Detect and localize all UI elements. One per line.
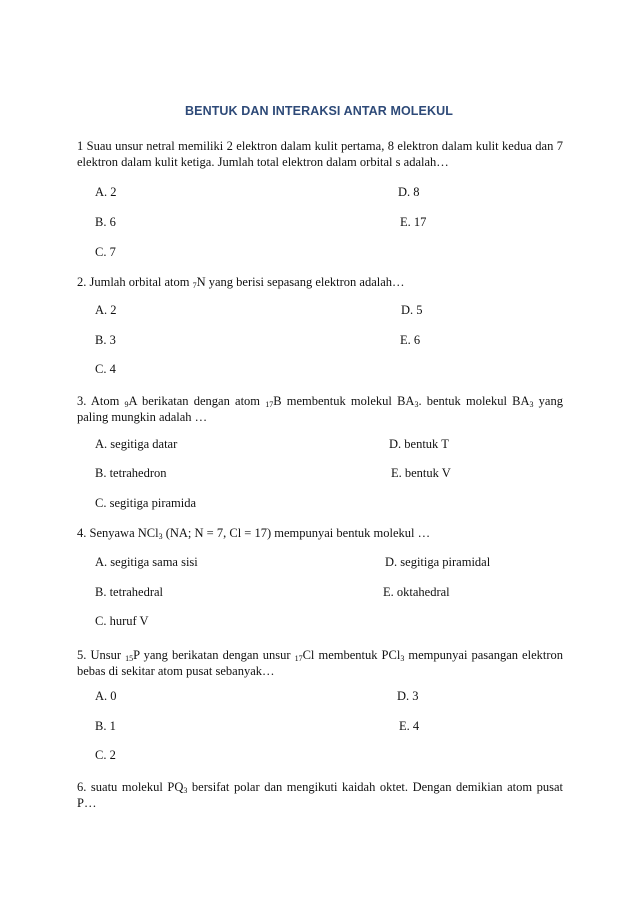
question-3-option-d: D. bentuk T bbox=[389, 437, 449, 451]
question-2 bbox=[77, 274, 563, 290]
question-3-text: 3. Atom $_9$A berikatan dengan atom $_{17}$B membentuk molekul $BA_3$. bentuk molekul $BA_3$ yang paling mungkin adalah … bbox=[77, 394, 563, 424]
question-5-option-e: E. 4 bbox=[399, 719, 420, 733]
question-2-option-a: A. 2 bbox=[95, 303, 117, 317]
question-2-option-b: B. 3 bbox=[95, 333, 116, 347]
question-4-option-e: E. oktahedral bbox=[383, 585, 450, 599]
question-1-option-e: E. 17 bbox=[400, 215, 427, 229]
question-6-text: 6. suatu molekul $PQ_3$ bersifat polar dan mengikuti kaidah oktet. Dengan demikian atom pusat P… bbox=[77, 780, 564, 810]
question-3-option-a: A. segitiga datar bbox=[95, 437, 178, 451]
question-3-option-b: B. tetrahedron bbox=[95, 466, 167, 480]
question-4-text: 4. Senyawa NCl$_3$ (NA; N = 7, Cl = 17) mempunyai bentuk molekul … bbox=[77, 526, 431, 541]
question-1-text: 1 Suau unsur netral memiliki 2 elektron dalam kulit pertama, 8 elektron dalam kulit kedua dan 7 elektron dalam kulit ketiga. Jumlah total elektron dalam orbital s adalah… bbox=[77, 139, 563, 169]
question-2-text: 2. Jumlah orbital atom $_7$N yang berisi sepasang elektron adalah… bbox=[77, 275, 405, 290]
question-1-option-a: A. 2 bbox=[95, 185, 117, 199]
question-5-option-b: B. 1 bbox=[95, 719, 116, 733]
question-2-option-e: E. 6 bbox=[400, 333, 421, 347]
question-5 bbox=[77, 647, 563, 679]
question-4-option-a: A. segitiga sama sisi bbox=[95, 555, 198, 569]
question-1-option-d: D. 8 bbox=[398, 185, 420, 199]
question-2-option-d: D. 5 bbox=[401, 303, 423, 317]
question-3-option-e: E. bentuk V bbox=[391, 466, 451, 480]
question-5-text: 5. Unsur $_{15}$P yang berikatan dengan unsur $_{17}$Cl membentuk PCl$_3$ mempunyai pasangan elektron bebas di sekitar atom pusat sebanyak… bbox=[77, 648, 564, 678]
question-1-option-c: C. 7 bbox=[95, 245, 116, 259]
question-4-option-d: D. segitiga piramidal bbox=[385, 555, 491, 569]
document-title: BENTUK DAN INTERAKSI ANTAR MOLEKUL bbox=[185, 104, 453, 118]
question-3 bbox=[77, 393, 563, 425]
question-6 bbox=[77, 779, 563, 811]
question-1 bbox=[77, 138, 563, 170]
question-2-option-c: C. 4 bbox=[95, 362, 116, 376]
question-5-option-a: A. 0 bbox=[95, 689, 117, 703]
question-3-option-c: C. segitiga piramida bbox=[95, 496, 197, 510]
question-4 bbox=[77, 525, 563, 541]
question-1-option-b: B. 6 bbox=[95, 215, 116, 229]
question-4-option-c: C. huruf V bbox=[95, 614, 149, 628]
question-5-option-c: C. 2 bbox=[95, 748, 116, 762]
question-5-option-d: D. 3 bbox=[397, 689, 419, 703]
question-4-option-b: B. tetrahedral bbox=[95, 585, 164, 599]
